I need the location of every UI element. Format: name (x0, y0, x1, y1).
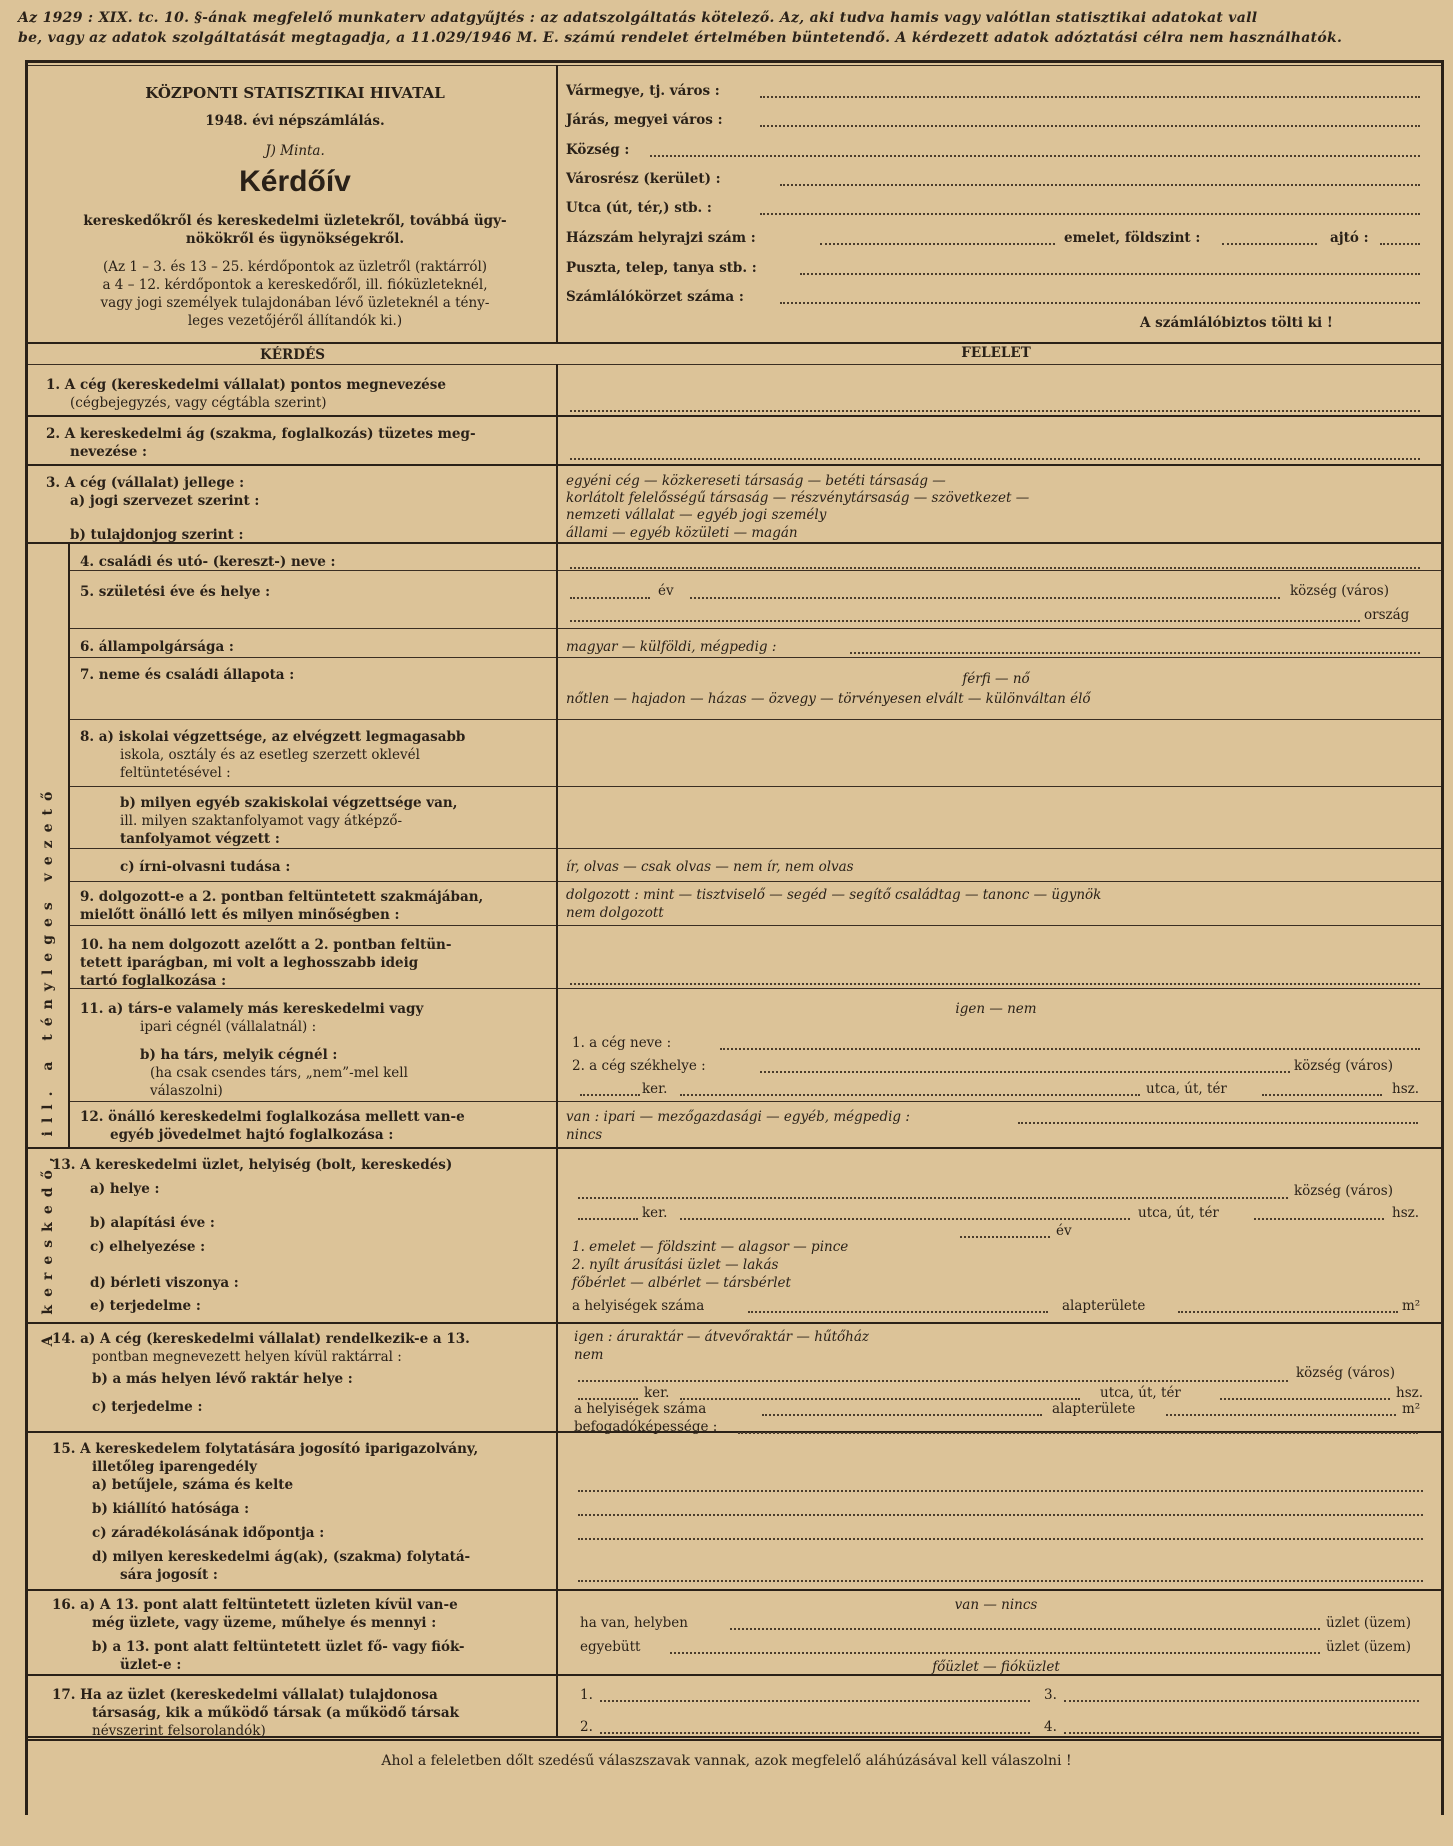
q10-line-3: tartó foglalkozása : (80, 973, 227, 989)
q3-answer-4[interactable]: állami — egyéb közületi — magán (566, 525, 798, 541)
census-year: 1948. évi népszámlálás. (205, 113, 385, 129)
q11-line-2: ipari cégnél (vállalatnál) : (140, 1019, 317, 1035)
q11-house-label: hsz. (1392, 1081, 1420, 1097)
floor-label: emelet, földszint : (1064, 230, 1201, 246)
q15-line-2: illetőleg iparengedély (92, 1459, 257, 1475)
q1-line-1: 1. A cég (kereskedelmi vállalat) pontos megnevezése (46, 377, 446, 393)
q13-year-field[interactable] (960, 1236, 1050, 1238)
q12-answer-field[interactable] (1018, 1122, 1418, 1124)
q3-answer-2[interactable]: korlátolt felelősségű társaság — részvénytársaság — szövetkezet — (566, 490, 1030, 506)
q8b-line-2: ill. milyen szaktanfolyamot vagy átképző- (120, 813, 403, 829)
q16-elsewhere-field[interactable] (670, 1652, 1320, 1654)
q12-answer-1[interactable]: van : ipari — mezőgazdasági — egyéb, mégpedig : (566, 1109, 910, 1125)
office-name: KÖZPONTI STATISZTIKAI HIVATAL (145, 84, 445, 102)
q11-district-label: ker. (642, 1081, 668, 1097)
q16-elsewhere-unit: üzlet (üzem) (1326, 1639, 1411, 1655)
q9-line-1: 9. dolgozott-e a 2. pontban feltüntetett szakmájában, (80, 889, 484, 905)
subtitle-line-1: kereskedőkről és kereskedelmi üzletekről, továbbá ügy- (83, 213, 507, 229)
q15-b-label: b) kiállító hatósága : (92, 1501, 250, 1517)
q11-house-field[interactable] (1262, 1094, 1382, 1096)
door-field[interactable] (1380, 243, 1420, 245)
q2-answer-field[interactable] (570, 458, 1420, 460)
q13-year-label: év (1056, 1223, 1072, 1239)
q16-local-unit: üzlet (üzem) (1326, 1615, 1411, 1631)
q11-line-4: (ha csak csendes társ, „nem”-mel kell (150, 1065, 408, 1081)
q13-location-1[interactable]: 1. emelet — földszint — alagsor — pince (572, 1239, 849, 1255)
q16-line-2: még üzlete, vagy üzeme, műhelye és mennyi : (92, 1615, 437, 1631)
q11-town-label: község (város) (1294, 1058, 1393, 1074)
q8a-line-2: iskola, osztály és az esetleg szerzett oklevél (120, 747, 420, 763)
q14-answer-1[interactable]: igen : áruraktár — átvevőraktár — hűtőház (574, 1329, 869, 1345)
enumerator-note: A számlálóbiztos tölti ki ! (1140, 315, 1333, 331)
q11-company-name-field[interactable] (720, 1048, 1420, 1050)
county-field[interactable] (760, 96, 1420, 98)
q7-answer-2[interactable]: nőtlen — hajadon — házas — özvegy — törvényesen elvált — különváltan élő (566, 691, 1091, 707)
q13-street-label: utca, út, tér (1138, 1205, 1219, 1221)
house-number-field[interactable] (820, 243, 1055, 245)
q14-area-label: alapterülete (1052, 1401, 1136, 1417)
q3-answer-3[interactable]: nemzeti vállalat — egyéb jogi személy (566, 507, 827, 523)
note-line-1: (Az 1 – 3. és 13 – 25. kérdőpontok az üzletről (raktárról) (102, 259, 488, 275)
q4-answer-field[interactable] (570, 567, 1420, 569)
q14-house-label: hsz. (1396, 1385, 1424, 1401)
legal-notice-line-2: be, vagy az adatok szolgáltatását megtagadja, a 11.029/1946 M. E. számú rendelet értelmében büntetendő. A kérdezett adatok adóztatási célra nem használhatók. (18, 30, 1343, 46)
legal-notice-line-1: Az 1929 : XIX. tc. 10. §-ának megfelelő munkaterv adatgyűjtés : az adatszolgáltatás kötelező. Az, aki tudva hamis vagy valótlan statisztikai adatokat vall (18, 10, 1258, 26)
q5-place-field[interactable] (690, 597, 1280, 599)
q10-line-1: 10. ha nem dolgozott azelőtt a 2. pontban feltün- (80, 937, 452, 953)
q2-line-1: 2. A kereskedelmi ág (szakma, foglalkozás) tüzetes meg- (46, 426, 476, 442)
q13-e-label: e) terjedelme : (90, 1298, 201, 1314)
q17-partner-4-field[interactable] (1064, 1732, 1419, 1734)
enumeration-district-field[interactable] (780, 302, 1420, 304)
q14-line-3: b) a más helyen lévő raktár helye : (92, 1371, 353, 1387)
q1-answer-field[interactable] (570, 410, 1420, 412)
q6-answer[interactable]: magyar — külföldi, mégpedig : (566, 639, 777, 655)
subtitle-line-2: nökökről és ügynökségekről. (185, 231, 405, 247)
q13-location-2[interactable]: 2. nyílt árusítási üzlet — lakás (572, 1257, 779, 1273)
q15-d-line-1: d) milyen kereskedelmi ág(ak), (szakma) folytatá- (92, 1549, 471, 1565)
floor-field[interactable] (1222, 243, 1317, 245)
q17-line-3: névszerint felsorolandók) (92, 1723, 266, 1739)
q11-district-field[interactable] (580, 1094, 640, 1096)
q13-tenancy[interactable]: főbérlet — albérlet — társbérlet (572, 1275, 791, 1291)
q7-label: 7. neme és családi állapota : (80, 667, 295, 683)
q3-answer-1[interactable]: egyéni cég — közkereseti társaság — betéti társaság — (566, 473, 946, 489)
q16-local-label: ha van, helyben (580, 1615, 688, 1631)
q4-label: 4. családi és utó- (kereszt-) neve : (80, 554, 336, 570)
street-label: Utca (út, tér,) stb. : (566, 200, 712, 216)
q14-answer-2[interactable]: nem (574, 1347, 604, 1363)
q8b-line-1: b) milyen egyéb szakiskolai végzettsége van, (120, 795, 458, 811)
q16-line-1: 16. a) A 13. pont alatt feltüntetett üzleten kívül van-e (52, 1597, 458, 1613)
q16-elsewhere-label: egyebütt (580, 1639, 641, 1655)
q13-b-label: b) alapítási éve : (90, 1215, 215, 1231)
q5-year-field[interactable] (570, 597, 650, 599)
q13-line-1: 13. A kereskedelmi üzlet, helyiség (bolt, kereskedés) (52, 1157, 453, 1173)
q14-line-2: pontban megnevezett helyen kívül raktárral : (92, 1349, 402, 1365)
q13-district-field[interactable] (578, 1218, 638, 1220)
q13-rooms-label: a helyiségek száma (572, 1298, 705, 1314)
q11-company-name-label: 1. a cég neve : (572, 1035, 672, 1051)
q16-main-branch[interactable]: főüzlet — fióküzlet (932, 1659, 1060, 1675)
q17-partner-3-field[interactable] (1064, 1700, 1419, 1702)
q10-line-2: tetett iparágban, mi volt a leghosszabb ideig (80, 955, 419, 971)
street-field[interactable] (760, 213, 1420, 215)
q13-d-label: d) bérleti viszonya : (90, 1275, 239, 1291)
county-label: Vármegye, tj. város : (566, 83, 720, 99)
question-column-header: KÉRDÉS (260, 347, 325, 363)
q8a-line-1: 8. a) iskolai végzettsége, az elvégzett legmagasabb (80, 729, 466, 745)
city-part-label: Városrész (kerület) : (566, 171, 721, 187)
q16-line-4: üzlet-e : (120, 1657, 182, 1673)
q11-seat-label: 2. a cég székhelye : (572, 1058, 706, 1074)
note-line-2: a 4 – 12. kérdőpontok a kereskedőről, ill. fióküzleteknél, (102, 277, 488, 293)
q5-label: 5. születési éve és helye : (80, 584, 271, 600)
q11-answer-yes-no[interactable]: igen — nem (955, 1001, 1037, 1017)
q3-line-2: a) jogi szervezet szerint : (70, 493, 260, 509)
q13-house-field[interactable] (1254, 1218, 1384, 1220)
village-field[interactable] (650, 155, 1420, 157)
footer-note: Ahol a feleletben dőlt szedésű válaszszavak vannak, azok megfelelő aláhúzásával kell válaszolni ! (381, 1753, 1072, 1769)
q15-a-field[interactable] (578, 1490, 1423, 1492)
q5-year-label: év (658, 583, 674, 599)
q14-line-1: 14. a) A cég (kereskedelmi vállalat) rendelkezik-e a 13. (52, 1331, 470, 1347)
q10-answer-field[interactable] (570, 983, 1420, 985)
q9-answer-2[interactable]: nem dolgozott (566, 905, 664, 921)
q14-town-label: község (város) (1296, 1365, 1395, 1381)
page-title: Kérdőív (239, 165, 351, 198)
q11-street-label: utca, út, tér (1146, 1081, 1227, 1097)
q16-line-3: b) a 13. pont alatt feltüntetett üzlet fő- vagy fiók- (92, 1639, 465, 1655)
q6-answer-field[interactable] (850, 652, 1420, 654)
q14-rooms-label: a helyiségek száma (574, 1401, 707, 1417)
note-line-4: leges vezetőjéről állítandók ki.) (187, 313, 403, 329)
q2-line-2: nevezése : (70, 444, 147, 460)
q17-partner-3-label: 3. (1044, 1687, 1057, 1703)
q9-answer-1[interactable]: dolgozott : mint — tisztviselő — segéd — segítő családtag — tanonc — ügynök (566, 887, 1102, 903)
q11-line-5: válaszolni) (150, 1083, 223, 1099)
q13-c-label: c) elhelyezése : (90, 1239, 206, 1255)
q12-line-2: egyéb jövedelmet hajtó foglalkozása : (110, 1127, 394, 1143)
q13-house-label: hsz. (1392, 1205, 1420, 1221)
q17-partner-2-label: 2. (580, 1719, 593, 1735)
q16-local-field[interactable] (730, 1628, 1320, 1630)
legal-notice (18, 8, 1443, 48)
q17-partner-4-label: 4. (1044, 1719, 1057, 1735)
q13-rooms-field[interactable] (748, 1311, 1048, 1313)
q14-street-field[interactable] (680, 1398, 1080, 1400)
q15-d-line-2: sára jogosít : (120, 1567, 218, 1583)
q5-country-field[interactable] (570, 620, 1360, 622)
q11-street-field[interactable] (680, 1094, 1140, 1096)
house-number-label: Házszám helyrajzi szám : (566, 230, 756, 246)
q14-capacity-label: befogadóképessége : (574, 1419, 718, 1435)
q14-rooms-field[interactable] (762, 1414, 1042, 1416)
city-part-field[interactable] (780, 184, 1420, 186)
q3-line-1: 3. A cég (vállalat) jellege : (46, 475, 245, 491)
q15-line-1: 15. A kereskedelem folytatására jogosító iparigazolvány, (52, 1441, 479, 1457)
q14-capacity-field[interactable] (738, 1432, 1418, 1434)
q12-line-1: 12. önálló kereskedelmi foglalkozása mellett van-e (80, 1109, 465, 1125)
village-label: Község : (566, 142, 630, 158)
q14-street-label: utca, út, tér (1100, 1385, 1181, 1401)
q17-partner-1-label: 1. (580, 1687, 593, 1703)
q15-b-field[interactable] (578, 1514, 1423, 1516)
q8c-answer[interactable]: ír, olvas — csak olvas — nem ír, nem olvas (566, 859, 854, 875)
side-label-text: A kereskedő, ill. a tényleges vezető (40, 783, 56, 1347)
q3-line-3: b) tulajdonjog szerint : (70, 527, 244, 543)
q14-area-unit: m² (1402, 1401, 1421, 1417)
hamlet-field[interactable] (800, 273, 1420, 275)
q14-place-field[interactable] (578, 1380, 1288, 1382)
q14-line-4: c) terjedelme : (92, 1399, 203, 1415)
note-line-3: vagy jogi személyek tulajdonában lévő üzleteknél a tény- (100, 295, 490, 311)
q7-answer-1[interactable]: férfi — nő (962, 671, 1030, 687)
model-label: J) Minta. (265, 143, 325, 159)
q11-line-3: b) ha társ, melyik cégnél : (140, 1047, 338, 1063)
q14-district-label: ker. (644, 1385, 670, 1401)
district-label: Járás, megyei város : (566, 112, 723, 128)
q11-seat-field[interactable] (760, 1071, 1290, 1073)
q1-line-2: (cégbejegyzés, vagy cégtábla szerint) (70, 395, 327, 411)
q13-area-label: alapterülete (1062, 1298, 1146, 1314)
q8a-line-3: feltüntetésével : (120, 765, 231, 781)
q5-country-label: ország (1364, 607, 1410, 623)
q15-c-label: c) záradékolásának időpontja : (92, 1525, 325, 1541)
q13-area-unit: m² (1402, 1298, 1421, 1314)
q13-place-field[interactable] (578, 1197, 1288, 1199)
q15-a-label: a) betűjele, száma és kelte (92, 1477, 294, 1493)
answer-column-header: FELELET (961, 345, 1031, 361)
hamlet-label: Puszta, telep, tanya stb. : (566, 260, 757, 276)
q9-line-2: mielőtt önálló lett és milyen minőségben : (80, 907, 400, 923)
q13-area-field[interactable] (1178, 1311, 1398, 1313)
q17-line-2: társaság, kik a működő társak (a működő társak (92, 1705, 459, 1721)
q8b-line-3: tanfolyamot végzett : (120, 831, 280, 847)
q17-partner-2-field[interactable] (600, 1732, 1030, 1734)
q15-d-field[interactable] (578, 1580, 1423, 1582)
side-label (30, 560, 66, 1570)
enumeration-district-label: Számlálókörzet száma : (566, 289, 744, 305)
district-field[interactable] (760, 125, 1420, 127)
q8c-label: c) írni-olvasni tudása : (120, 859, 291, 875)
q13-district-label: ker. (642, 1205, 668, 1221)
q13-street-field[interactable] (680, 1218, 1130, 1220)
door-label: ajtó : (1330, 230, 1369, 246)
q16-answer-yes-no[interactable]: van — nincs (954, 1597, 1038, 1613)
q15-c-field[interactable] (578, 1538, 1423, 1540)
q6-label: 6. állampolgársága : (80, 639, 234, 655)
q17-line-1: 17. Ha az üzlet (kereskedelmi vállalat) tulajdonosa (52, 1687, 438, 1703)
q13-town-label: község (város) (1294, 1183, 1393, 1199)
q13-a-label: a) helye : (90, 1181, 160, 1197)
q14-house-field[interactable] (1220, 1398, 1390, 1400)
q17-partner-1-field[interactable] (600, 1700, 1030, 1702)
q5-town-label: község (város) (1290, 583, 1389, 599)
q11-line-1: 11. a) társ-e valamely más kereskedelmi vagy (80, 1001, 424, 1017)
q12-answer-2[interactable]: nincs (566, 1127, 603, 1143)
q14-area-field[interactable] (1166, 1414, 1396, 1416)
